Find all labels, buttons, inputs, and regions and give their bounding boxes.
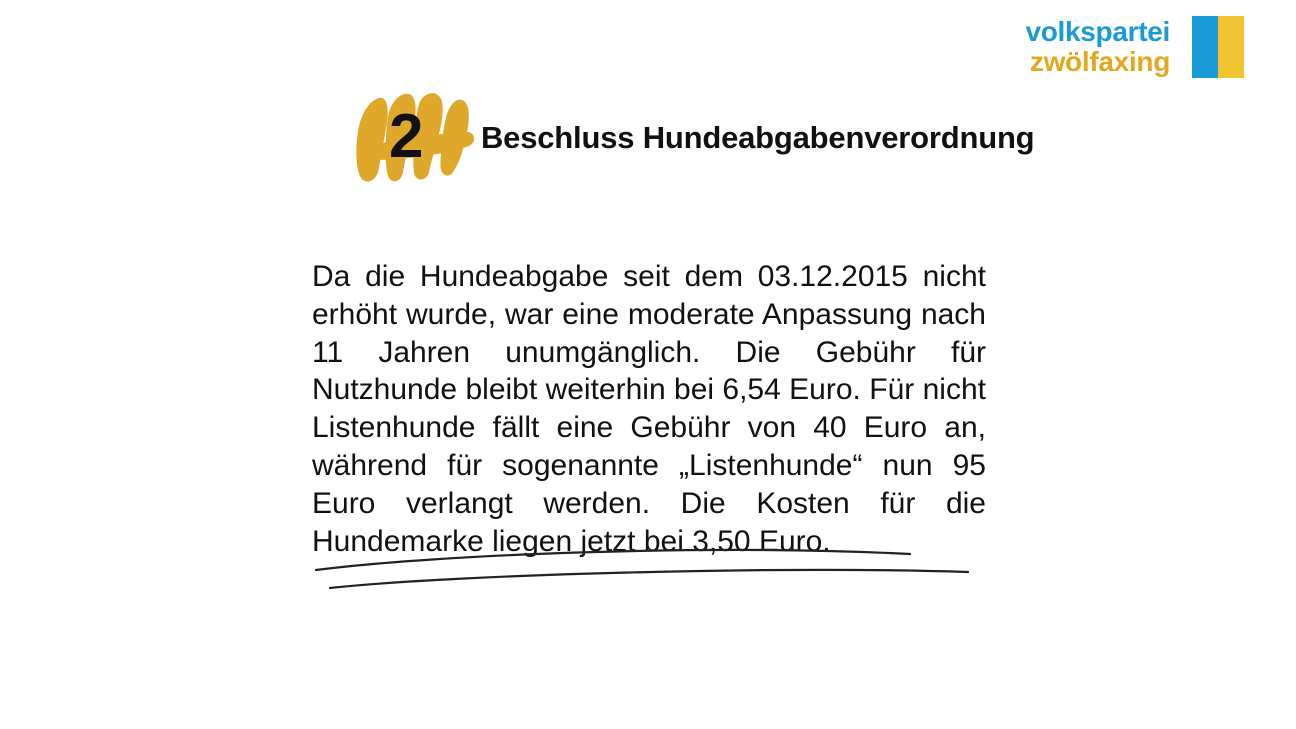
body-paragraph: Da die Hundeabgabe seit dem 03.12.2015 nicht erhöht wurde, war eine moderate Anpassung nach 11 Jahren unumgänglich. Die Gebühr für Nutzhunde bleibt weiterhin bei 6,54 Euro. Für nicht Listenhunde fällt eine Gebühr von 40 Euro an, während für sogenannte „Listenhunde“ nun 95 Euro verlangt werden. Die Kosten für die Hundemarke liegen jetzt bei 3,50 Euro. <box>312 260 986 558</box>
section-heading <box>345 88 1034 188</box>
section-number: 2 <box>389 102 424 171</box>
brand-logo <box>1025 16 1244 78</box>
brand-name-secondary: zwölfaxing <box>1029 46 1170 77</box>
flag-left-stripe <box>1192 16 1218 78</box>
brand-wordmark <box>1025 17 1170 77</box>
section-title: Beschluss Hundeabgabenverordnung <box>481 120 1035 155</box>
brand-name-primary: volkspartei <box>1025 15 1170 47</box>
swoosh-lines-icon <box>312 538 992 608</box>
flag-right-stripe <box>1218 16 1244 78</box>
flag-icon <box>1192 16 1244 78</box>
brush-stroke-number <box>345 88 493 188</box>
swoosh-divider-icon <box>312 538 992 608</box>
